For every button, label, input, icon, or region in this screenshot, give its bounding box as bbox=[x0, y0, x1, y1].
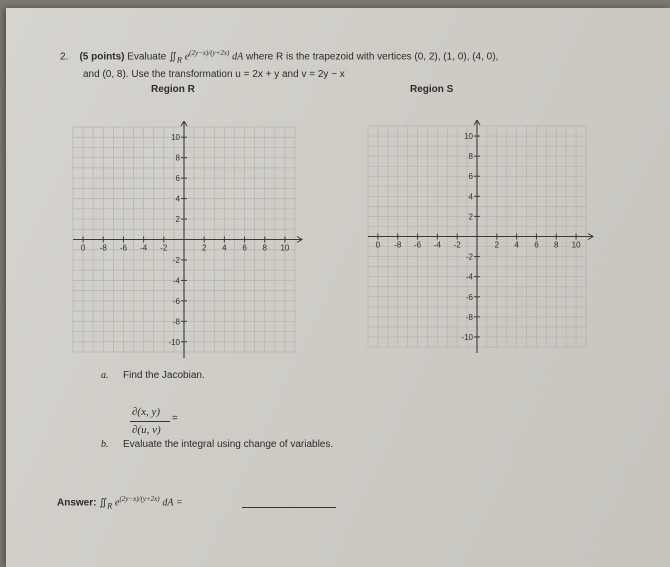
jacobian-equals: = bbox=[172, 413, 178, 424]
region-r-y-tick-label: -10 bbox=[168, 337, 180, 347]
region-s-x-tick-label: 2 bbox=[494, 240, 500, 250]
region-s-y-tick-label: 2 bbox=[468, 212, 473, 222]
region-s-y-tick-label: -8 bbox=[465, 312, 473, 322]
region-s-y-tick-label: 8 bbox=[468, 152, 473, 162]
part-b-label: b. bbox=[101, 439, 109, 450]
region-s-y-tick-label: 6 bbox=[468, 172, 473, 182]
answer-region-subscript: R bbox=[107, 501, 113, 511]
region-s-x-tick-label: 8 bbox=[554, 240, 559, 250]
answer-exponential-base: e bbox=[115, 497, 120, 509]
region-r-y-tick-label: 6 bbox=[175, 174, 180, 184]
problem-points: (5 points) bbox=[79, 51, 125, 63]
answer-dA-equals: dA = bbox=[162, 497, 183, 509]
answer-line bbox=[57, 495, 183, 510]
answer-integral-sign: ∬ bbox=[99, 497, 108, 509]
region-r-y-tick-label: -4 bbox=[172, 276, 180, 286]
region-s-title: Region S bbox=[410, 84, 454, 95]
region-r-y-tick-label: 4 bbox=[175, 194, 180, 204]
region-subscript: R bbox=[176, 55, 182, 65]
region-s-x-tick-label: 6 bbox=[534, 240, 539, 250]
exponential-base: e bbox=[184, 51, 190, 63]
region-s-y-tick-label: -2 bbox=[465, 252, 473, 262]
region-r-x-tick-label: 2 bbox=[201, 243, 207, 253]
region-s-y-tick-label: -6 bbox=[465, 292, 473, 302]
region-s-y-tick-label: 10 bbox=[464, 132, 473, 142]
answer-label: Answer: bbox=[57, 497, 97, 509]
evaluate-word: Evaluate bbox=[127, 51, 167, 63]
region-s-x-tick-label: 4 bbox=[514, 240, 519, 250]
region-r-x-tick-label: -4 bbox=[140, 243, 148, 253]
region-s-y-tick-label: -10 bbox=[461, 332, 473, 342]
region-s-y-tick-label: -4 bbox=[465, 272, 473, 282]
double-integral-sign: ∬ bbox=[168, 51, 177, 63]
region-s-x-tick-label: -2 bbox=[453, 240, 461, 250]
region-r-x-tick-label: 8 bbox=[262, 243, 267, 253]
part-a-text: Find the Jacobian. bbox=[123, 370, 205, 381]
region-r-y-tick-label: 10 bbox=[171, 133, 180, 143]
jacobian-denominator: ∂(u, v) bbox=[132, 424, 161, 436]
region-s-x-tick-label: 10 bbox=[571, 240, 581, 250]
region-r-y-tick-label: -2 bbox=[172, 255, 180, 265]
fraction-bar bbox=[130, 421, 170, 422]
differential-dA: dA bbox=[232, 51, 244, 63]
region-r-y-tick-label: 8 bbox=[175, 153, 180, 163]
region-r-graph bbox=[67, 121, 303, 358]
part-a-label: a. bbox=[101, 370, 109, 381]
region-s-x-tick-label: -4 bbox=[433, 240, 441, 250]
region-s-x-tick-label: 0 bbox=[375, 240, 381, 250]
region-s-x-tick-label: -6 bbox=[413, 240, 422, 250]
region-r-x-tick-label: 0 bbox=[80, 243, 86, 253]
region-r-x-tick-label: -8 bbox=[99, 243, 107, 253]
region-r-y-tick-label: -8 bbox=[172, 317, 180, 327]
region-r-y-tick-label: 2 bbox=[175, 215, 180, 225]
region-r-x-tick-label: -6 bbox=[119, 243, 128, 253]
problem-statement-line2: and (0, 8). Use the transformation u = 2x + y and v = 2y − x bbox=[83, 69, 345, 80]
region-r-y-tick-label: -6 bbox=[172, 296, 180, 306]
region-s-x-tick-label: -8 bbox=[394, 240, 402, 250]
answer-exponent-expression: (2y−x)/(y+2x) bbox=[119, 495, 160, 503]
region-r-x-tick-label: 10 bbox=[280, 243, 290, 253]
region-r-title: Region R bbox=[151, 84, 195, 95]
jacobian-numerator: ∂(x, y) bbox=[132, 406, 161, 418]
problem-statement-line1 bbox=[60, 49, 498, 64]
region-r-x-tick-label: 4 bbox=[222, 243, 227, 253]
problem-description: where R is the trapezoid with vertices (0, 2), (1, 0), (4, 0), bbox=[246, 51, 499, 63]
problem-number: 2. bbox=[60, 51, 69, 63]
region-r-x-tick-label: 6 bbox=[242, 243, 247, 253]
answer-blank[interactable] bbox=[242, 507, 336, 508]
region-r-x-tick-label: -2 bbox=[160, 243, 168, 253]
region-s-y-tick-label: 4 bbox=[468, 192, 473, 202]
worksheet-page bbox=[6, 8, 670, 567]
region-s-graph bbox=[362, 120, 594, 353]
part-b-text: Evaluate the integral using change of variables. bbox=[123, 439, 334, 450]
exponent-expression: (2y−x)/(y+2x) bbox=[189, 49, 230, 57]
